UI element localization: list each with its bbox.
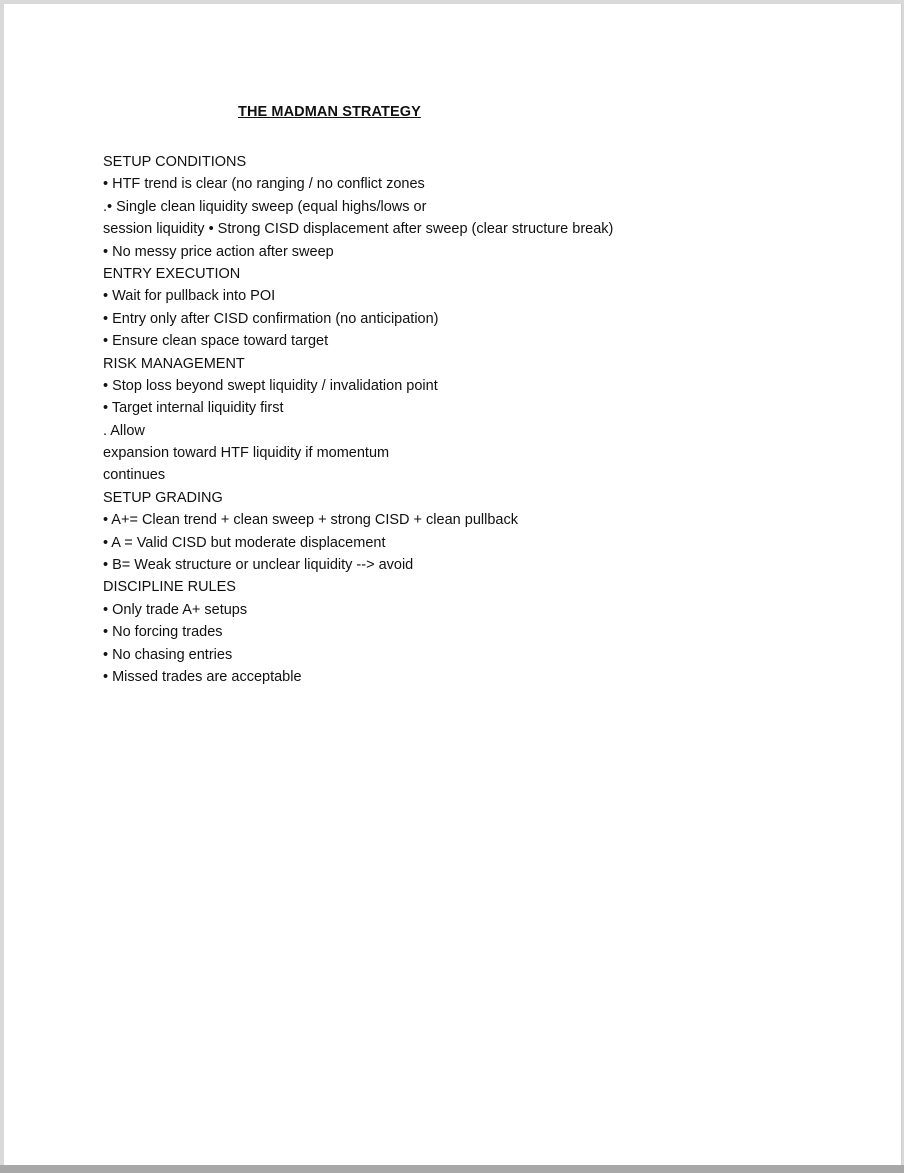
section-heading-entry-execution: ENTRY EXECUTION: [103, 265, 241, 282]
text-line: • No messy price action after sweep: [103, 243, 334, 260]
text-line: • Ensure clean space toward target: [103, 333, 329, 350]
text-line: expansion toward HTF liquidity if momentum: [103, 445, 390, 462]
text-line: • Only trade A+ setups: [103, 601, 248, 618]
text-line: • Missed trades are acceptable: [103, 668, 302, 685]
page-bottom-edge: [0, 1165, 904, 1173]
document-title: THE MADMAN STRATEGY: [238, 104, 421, 120]
text-line: . Allow: [103, 422, 145, 439]
text-line: • HTF trend is clear (no ranging / no conflict zones: [103, 176, 425, 193]
text-line: • B= Weak structure or unclear liquidity --> avoid: [103, 557, 414, 574]
text-line: • Target internal liquidity first: [103, 400, 284, 417]
section-heading-setup-grading: SETUP GRADING: [103, 489, 223, 506]
text-line: • No chasing entries: [103, 646, 233, 663]
text-line: • No forcing trades: [103, 624, 223, 641]
section-heading-setup-conditions: SETUP CONDITIONS: [103, 154, 247, 170]
text-line: • A = Valid CISD but moderate displacement: [103, 534, 386, 551]
text-line: • Wait for pullback into POI: [103, 288, 276, 305]
document-page: [4, 4, 902, 1165]
text-line: • Entry only after CISD confirmation (no anticipation): [103, 310, 439, 327]
text-line: • Stop loss beyond swept liquidity / invalidation point: [103, 377, 438, 394]
document-body: [103, 151, 803, 688]
text-line: continues: [103, 467, 166, 484]
text-line: .• Single clean liquidity sweep (equal highs/lows or: [103, 198, 427, 215]
text-line: session liquidity • Strong CISD displacement after sweep (clear structure break): [103, 221, 614, 238]
section-heading-risk-management: RISK MANAGEMENT: [103, 355, 245, 372]
text-line: • A+= Clean trend + clean sweep + strong CISD + clean pullback: [103, 512, 518, 529]
section-heading-discipline-rules: DISCIPLINE RULES: [103, 579, 236, 596]
